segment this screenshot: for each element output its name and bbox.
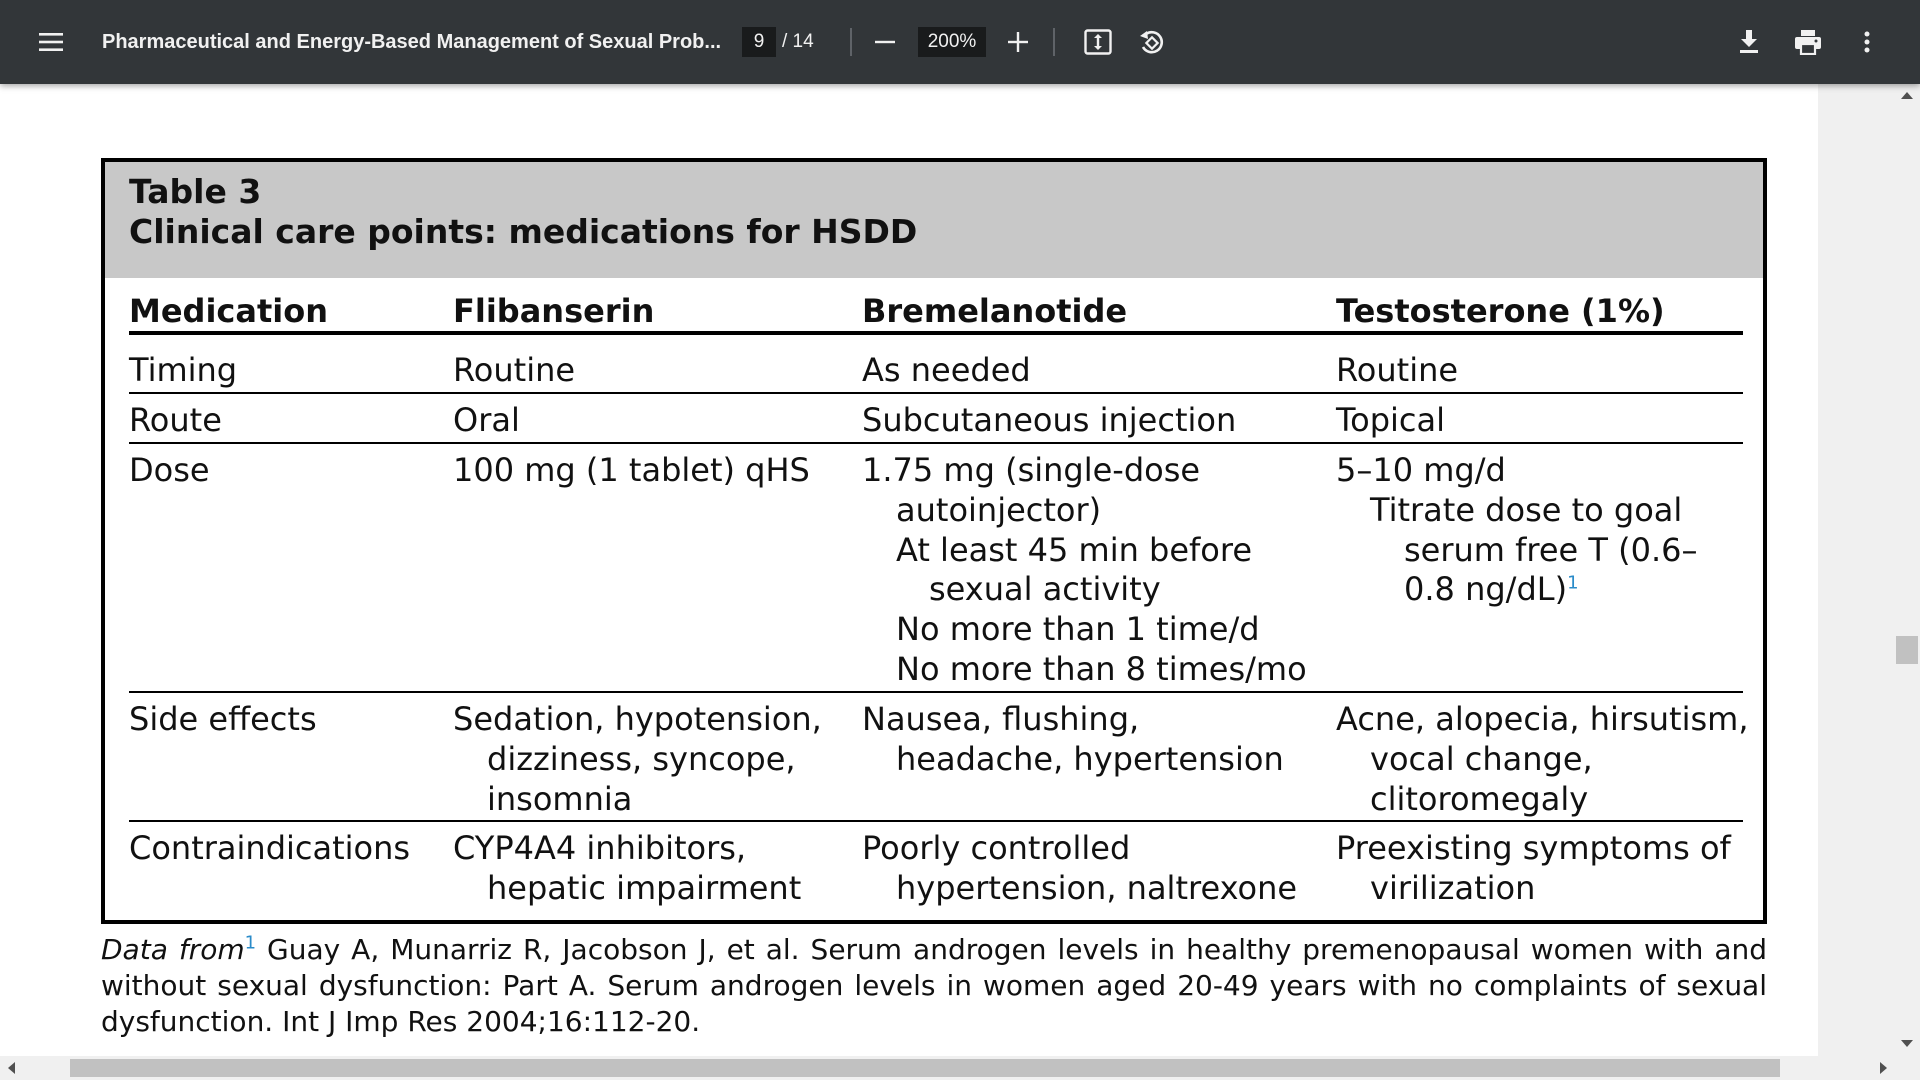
side-effects-bremelanotide-line: headache, hypertension [896,740,1284,778]
column-header-medication: Medication [129,292,329,330]
document-title: Pharmaceutical and Energy-Based Management of Sexual Prob... [102,31,722,53]
contraindications-flibanserin-line: hepatic impairment [487,869,802,907]
dose-testosterone-line: 5–10 mg/d [1336,451,1506,489]
timing-bremelanotide: As needed [862,351,1031,389]
dose-testosterone-line: serum free T (0.6– [1404,531,1698,569]
pdf-page [0,84,1818,1056]
table-3 [101,158,1767,924]
contraindications-testosterone-line: virilization [1370,869,1536,907]
print-icon [1794,29,1822,55]
route-bremelanotide: Subcutaneous injection [862,401,1237,439]
reference-link[interactable]: 1 [1567,572,1579,594]
dose-bremelanotide-line: autoinjector) [896,491,1102,529]
dose-bremelanotide-line: No more than 8 times/mo [896,650,1307,688]
fit-page-button[interactable] [1074,18,1122,66]
dose-bremelanotide-line: sexual activity [929,570,1161,608]
horizontal-scroll-thumb[interactable] [70,1059,1780,1077]
contraindications-bremelanotide-line: hypertension, naltrexone [896,869,1298,907]
side-effects-testosterone-line: Acne, alopecia, hirsutism, [1336,700,1749,738]
row-label-route: Route [129,401,222,439]
zoom-out-icon [875,40,895,44]
fit-page-icon [1084,29,1112,55]
contraindications-bremelanotide-line: Poorly controlled [862,829,1131,867]
zoom-in-icon [1008,32,1028,52]
column-header-flibanserin: Flibanserin [453,292,655,330]
footnote-text: Guay A, Munarriz R, Jacobson J, et al. Serum androgen levels in healthy premenopausal women with and without sexual dysfunction: Part A. Serum androgen levels in women aged 20-49 years with no complaints of sexual dysfunction. Int J Imp Res 2004;16:112-20. [101,933,1768,1038]
dose-bremelanotide-line: 1.75 mg (single-dose [862,451,1201,489]
vertical-scroll-thumb[interactable] [1896,636,1918,664]
scroll-right-arrow-icon[interactable] [1880,1062,1887,1074]
scroll-down-arrow-icon[interactable] [1901,1040,1913,1047]
table-label: Table 3 [129,172,262,211]
horizontal-scrollbar[interactable] [0,1056,1920,1080]
contraindications-flibanserin-line: CYP4A4 inhibitors, [453,829,747,867]
page-total: / 14 [782,31,814,52]
table-caption: Clinical care points: medications for HSDD [129,212,918,251]
timing-flibanserin: Routine [453,351,576,389]
scroll-up-arrow-icon[interactable] [1901,92,1913,99]
row-rule [129,820,1743,822]
download-button[interactable] [1725,18,1773,66]
row-label-dose: Dose [129,451,210,489]
reference-link[interactable]: 1 [244,932,257,954]
timing-testosterone: Routine [1336,351,1459,389]
download-icon [1738,30,1760,54]
row-rule [129,442,1743,444]
toolbar-divider [1053,28,1055,56]
zoom-out-button[interactable] [861,18,909,66]
zoom-level-input[interactable] [918,27,986,57]
dose-testosterone-line [1404,569,1579,609]
side-effects-bremelanotide-line: Nausea, flushing, [862,700,1140,738]
pdf-toolbar [0,0,1920,84]
footnote-lead: Data from [101,933,245,966]
contraindications-testosterone-line: Preexisting symptoms of [1336,829,1731,867]
more-options-button[interactable] [1843,18,1891,66]
dose-testosterone-text: 0.8 ng/dL) [1404,570,1568,608]
dose-flibanserin: 100 mg (1 tablet) qHS [453,451,810,489]
zoom-in-button[interactable] [994,18,1042,66]
dose-bremelanotide-line: No more than 1 time/d [896,610,1260,648]
header-rule [129,331,1743,335]
pdf-viewer [0,84,1920,1080]
rotate-button[interactable] [1127,18,1175,66]
side-effects-testosterone-line: clitoromegaly [1370,780,1589,818]
dose-testosterone-line: Titrate dose to goal [1370,491,1683,529]
side-effects-flibanserin-line: dizziness, syncope, [487,740,796,778]
route-flibanserin: Oral [453,401,520,439]
side-effects-flibanserin-line: insomnia [487,780,633,818]
vertical-scrollbar[interactable] [1818,84,1920,1056]
row-label-timing: Timing [129,351,238,389]
row-rule [129,392,1743,394]
toolbar-divider [850,28,852,56]
table-title-band [105,162,1763,278]
menu-button[interactable] [27,18,75,66]
side-effects-testosterone-line: vocal change, [1370,740,1593,778]
side-effects-flibanserin-line: Sedation, hypotension, [453,700,822,738]
scroll-left-arrow-icon[interactable] [8,1062,15,1074]
row-label-side-effects: Side effects [129,700,317,738]
route-testosterone: Topical [1336,401,1445,439]
dose-bremelanotide-line: At least 45 min before [896,531,1253,569]
page-number-input[interactable] [742,27,776,57]
column-header-testosterone: Testosterone (1%) [1336,292,1665,330]
menu-icon [38,32,64,52]
rotate-icon [1137,28,1165,56]
table-footnote [101,932,1767,1040]
print-button[interactable] [1784,18,1832,66]
more-vert-icon [1864,31,1870,53]
row-label-contraindications: Contraindications [129,829,411,867]
column-header-bremelanotide: Bremelanotide [862,292,1128,330]
row-rule [129,691,1743,693]
